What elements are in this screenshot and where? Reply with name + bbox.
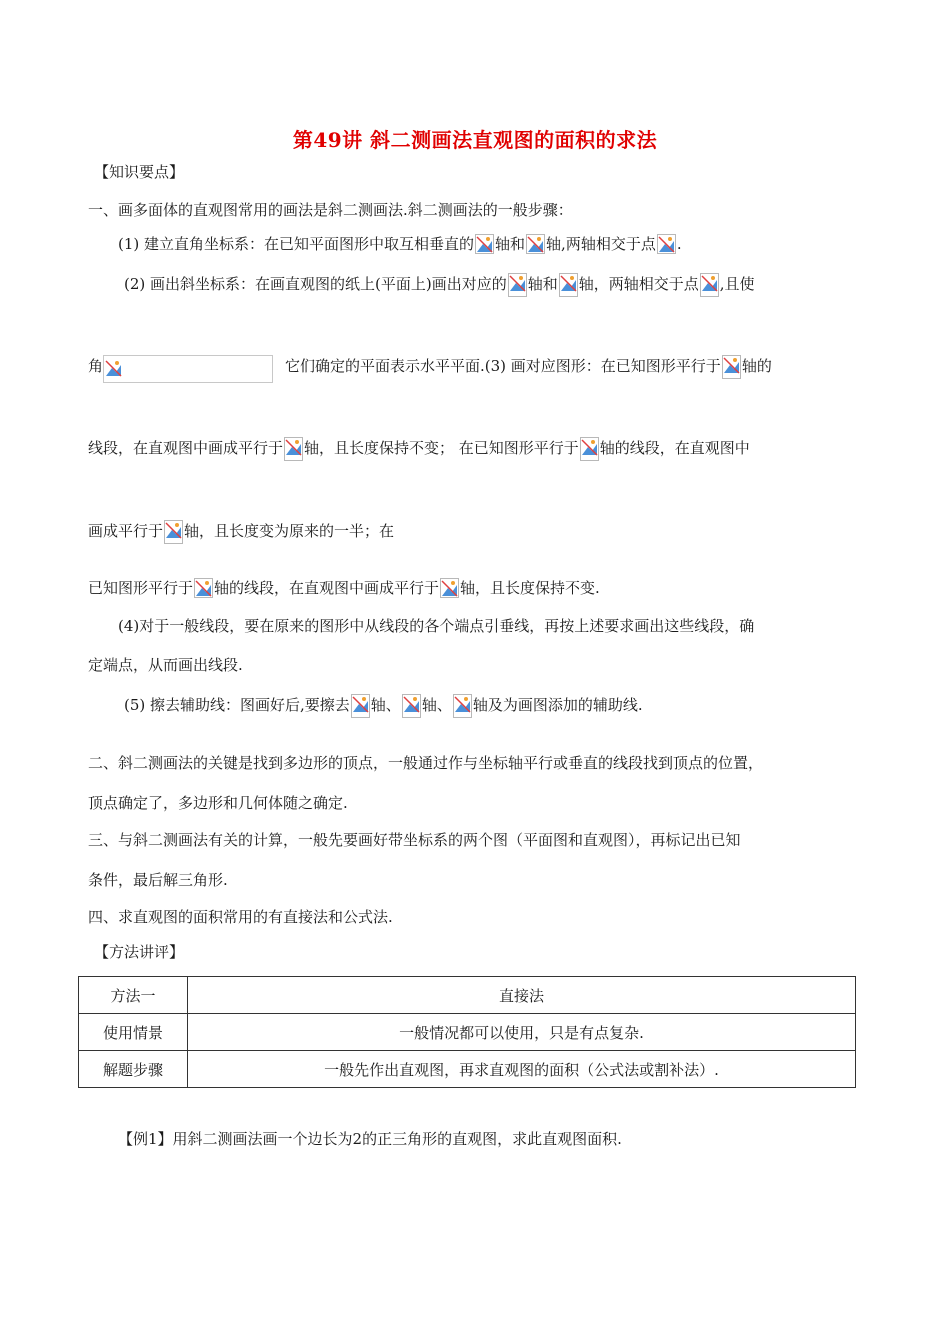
paragraph-4: 四、求直观图的面积常用的有直接法和公式法. — [88, 908, 393, 926]
table-cell: 一般先作出直观图，再求直观图的面积（公式法或割补法）. — [188, 1051, 856, 1088]
step3-line3: 画成平行于 轴，且长度变为原来的一半；在 — [88, 520, 394, 544]
table-row — [79, 1014, 856, 1051]
intro-paragraph: 一、画多面体的直观图常用的画法是斜二测画法.斜二测画法的一般步骤： — [88, 201, 573, 219]
paragraph-3-line2: 条件，最后解三角形. — [88, 871, 228, 889]
step2-line: (2) 画出斜坐标系：在画直观图的纸上(平面上)画出对应的 轴和 轴，两轴相交于点 ,且使 — [124, 273, 755, 297]
table-row — [79, 977, 856, 1014]
step3-line4: 已知图形平行于 轴的线段，在直观图中画成平行于 轴，且长度保持不变. — [88, 579, 600, 597]
broken-image-icon — [700, 273, 719, 297]
paragraph-3-line1: 三、与斜二测画法有关的计算，一般先要画好带坐标系的两个图（平面图和直观图），再标记出已知 — [88, 831, 741, 849]
broken-image-icon — [453, 694, 472, 718]
page-title: 第49讲 斜二测画法直观图的面积的求法 — [292, 128, 658, 152]
example-1: 【例1】用斜二测画法画一个边长为2的正三角形的直观图，求此直观图面积. — [118, 1130, 622, 1148]
table-cell: 解题步骤 — [79, 1051, 188, 1088]
broken-image-icon — [526, 234, 545, 254]
table-cell: 直接法 — [188, 977, 856, 1014]
broken-image-icon — [105, 359, 124, 379]
broken-image-icon — [559, 273, 578, 297]
table-cell: 方法一 — [79, 977, 188, 1014]
step2-continuation: 角 它们确定的平面表示水平平面.(3) 画对应图形：在已知图形平行于 轴的 — [88, 355, 772, 383]
paragraph-2-line1: 二、斜二测画法的关键是找到多边形的顶点，一般通过作与坐标轴平行或垂直的线段找到顶点的位置， — [88, 754, 764, 772]
method-table — [78, 976, 856, 1088]
table-cell: 一般情况都可以使用，只是有点复杂. — [188, 1014, 856, 1051]
broken-image-icon — [284, 437, 303, 461]
step4-line1: (4)对于一般线段，要在原来的图形中从线段的各个端点引垂线，再按上述要求画出这些线段，确 — [118, 617, 755, 635]
paragraph-2-line2: 顶点确定了，多边形和几何体随之确定. — [88, 794, 348, 812]
broken-image-icon — [475, 234, 494, 254]
broken-image-icon — [194, 578, 213, 598]
step5-line: (5) 擦去辅助线：图画好后,要擦去 轴、 轴、 轴及为画图添加的辅助线. — [124, 694, 643, 718]
broken-image-icon — [580, 437, 599, 461]
step4-line2: 定端点，从而画出线段. — [88, 656, 243, 674]
broken-image-icon — [722, 355, 741, 379]
broken-image-icon — [164, 520, 183, 544]
step1-line: (1) 建立直角坐标系：在已知平面图形中取互相垂直的 轴和 轴,两轴相交于点 . — [118, 235, 682, 253]
broken-image-icon — [508, 273, 527, 297]
angle-formula-image — [103, 355, 273, 383]
step3-line2: 线段，在直观图中画成平行于 轴，且长度保持不变； 在已知图形平行于 轴的线段，在直观图中 — [88, 437, 750, 461]
section-knowledge-heading: 【知识要点】 — [94, 163, 185, 181]
section-method-heading: 【方法讲评】 — [94, 943, 185, 961]
table-row — [79, 1051, 856, 1088]
table-cell: 使用情景 — [79, 1014, 188, 1051]
broken-image-icon — [402, 694, 421, 718]
broken-image-icon — [440, 578, 459, 598]
broken-image-icon — [351, 694, 370, 718]
broken-image-icon — [657, 234, 676, 254]
